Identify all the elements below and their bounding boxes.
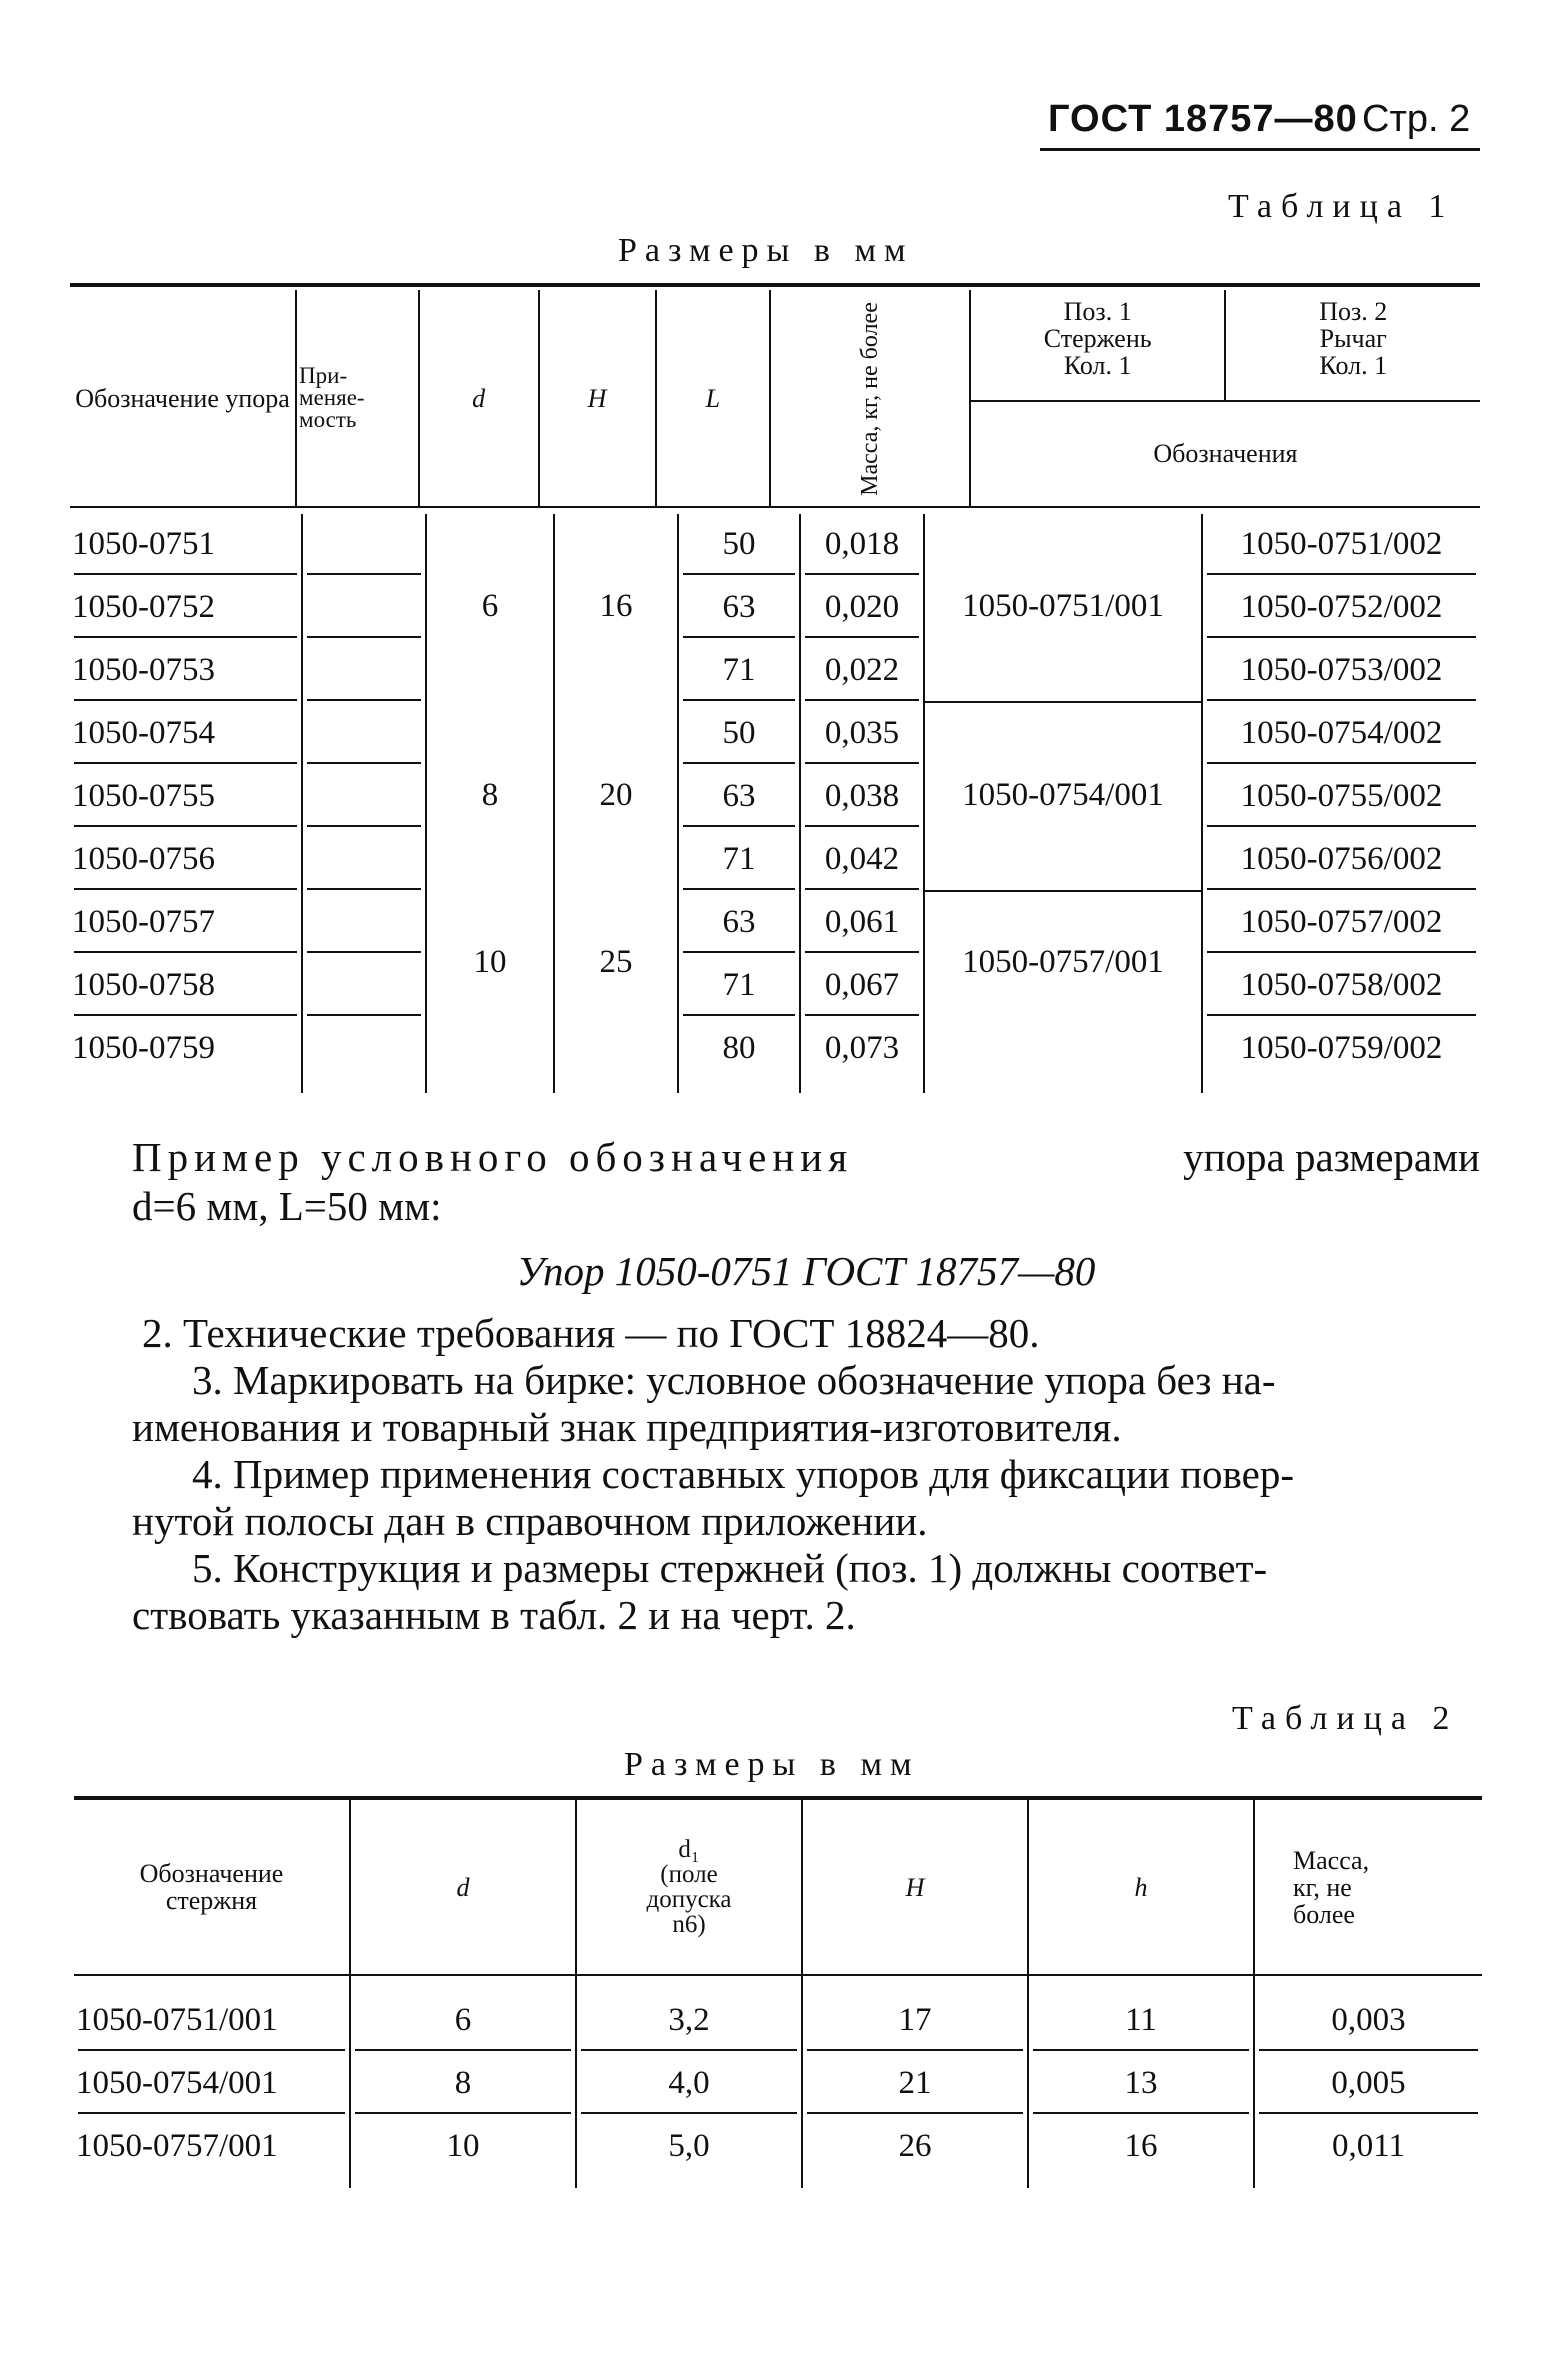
row-L: 63 — [722, 778, 756, 814]
col-mass-label: Масса, кг, не более — [857, 302, 884, 496]
row-L: 63 — [722, 589, 756, 625]
row-designation: 1050-0755 — [72, 778, 215, 814]
row-designation: 1050-0751 — [72, 526, 215, 562]
row-mass: 0,042 — [824, 841, 900, 877]
table-row — [70, 514, 1480, 577]
t2-row-d1: 4,0 — [668, 2065, 710, 2101]
row-applicability — [303, 640, 425, 703]
group-d: 10 — [473, 944, 507, 980]
item-3-line2: именования и товарный знак предприятия-изготовителя. — [132, 1404, 1122, 1450]
table-row — [70, 703, 1480, 766]
row-mass: 0,022 — [824, 652, 900, 688]
t2-row-h: 13 — [1124, 2065, 1158, 2101]
page-number: Стр. 2 — [1362, 98, 1471, 140]
row-pos2: 1050-0759/002 — [1240, 1030, 1443, 1066]
col-designation: Обозначение упора — [75, 383, 290, 413]
row-mass: 0,073 — [824, 1030, 900, 1066]
table1-header-rule — [70, 506, 1480, 508]
t2-row-H: 21 — [898, 2065, 932, 2101]
group-pos1: 1050-0751/001 — [962, 588, 1164, 624]
row-mass: 0,038 — [824, 778, 900, 814]
col-pos2: Поз. 2 Рычаг Кол. 1 — [1224, 290, 1480, 400]
example-paragraph — [132, 1134, 1480, 1181]
table2-units: Размеры в мм — [624, 1746, 920, 1783]
col-positions — [970, 290, 1480, 506]
t2-row-H: 26 — [898, 2128, 932, 2164]
t2-row-d: 6 — [454, 2002, 472, 2038]
row-designation: 1050-0756 — [72, 841, 215, 877]
row-applicability — [303, 829, 425, 892]
t2-row-h: 11 — [1125, 2002, 1157, 2038]
col-mass — [770, 290, 970, 506]
table-row — [70, 577, 1480, 640]
t2-row-mass: 0,011 — [1331, 2128, 1406, 2164]
t2-row-d: 10 — [446, 2128, 480, 2164]
row-designation: 1050-0753 — [72, 652, 215, 688]
row-designation: 1050-0758 — [72, 967, 215, 1003]
col-designations: Обозначения — [1153, 439, 1298, 468]
page-header — [1040, 92, 1480, 151]
table-row — [70, 640, 1480, 703]
col-L: L — [656, 290, 771, 506]
row-L: 50 — [722, 526, 756, 562]
row-L: 71 — [722, 652, 756, 688]
table-row — [70, 829, 1480, 892]
col-d: d — [419, 290, 539, 506]
row-applicability — [303, 703, 425, 766]
row-pos2: 1050-0751/002 — [1240, 526, 1443, 562]
t2-row-mass: 0,005 — [1331, 2065, 1406, 2101]
row-L: 71 — [722, 841, 756, 877]
item-2: 2. Технические требования — по ГОСТ 18824—80. — [142, 1310, 1040, 1356]
row-L: 50 — [722, 715, 756, 751]
t2-row-d1: 5,0 — [668, 2128, 710, 2164]
table2-caption: Таблица 2 — [1232, 1700, 1459, 1737]
row-applicability — [303, 514, 425, 577]
group-H: 16 — [599, 588, 633, 624]
t2-col-H: H — [802, 1800, 1028, 1974]
t2-col-designation: Обозначение стержня — [139, 1859, 284, 1915]
row-mass: 0,067 — [824, 967, 900, 1003]
t2-col-mass: Масса, кг, не более — [1254, 1800, 1482, 1974]
table1-body — [70, 514, 1480, 1093]
row-pos2: 1050-0752/002 — [1240, 589, 1443, 625]
table1-top-rule — [70, 283, 1480, 287]
standard-code: ГОСТ 18757—80 — [1048, 98, 1358, 140]
col-H: H — [539, 290, 656, 506]
item-3-line1: 3. Маркировать на бирке: условное обозначение упора без на- — [192, 1357, 1276, 1403]
t2-col-h: h — [1028, 1800, 1254, 1974]
row-applicability — [303, 892, 425, 955]
table1-units: Размеры в мм — [618, 232, 914, 269]
col-applicability: При- меняе- мость — [296, 290, 419, 506]
table2 — [74, 1800, 1482, 2188]
example-designation: Упор 1050-0751 ГОСТ 18757—80 — [516, 1248, 1096, 1294]
row-mass: 0,035 — [824, 715, 900, 751]
row-applicability — [303, 1018, 425, 1093]
group-d: 6 — [481, 588, 499, 624]
row-designation: 1050-0759 — [72, 1030, 215, 1066]
t2-row-designation: 1050-0751/001 — [76, 2002, 278, 2038]
row-L: 80 — [722, 1030, 756, 1066]
group-pos1: 1050-0754/001 — [962, 777, 1164, 813]
col-pos1: Поз. 1 Стержень Кол. 1 — [1043, 297, 1152, 380]
example-rest: упора размерами — [1183, 1134, 1480, 1180]
group-H: 25 — [599, 944, 633, 980]
t2-row-d: 8 — [454, 2065, 472, 2101]
example-line2: d=6 мм, L=50 мм: — [132, 1183, 442, 1229]
example-intro: Пример условного обозначения — [132, 1134, 854, 1180]
row-pos2: 1050-0755/002 — [1240, 778, 1443, 814]
row-applicability — [303, 766, 425, 829]
item-5-line2: ствовать указанным в табл. 2 и на черт. 2. — [132, 1592, 856, 1638]
row-designation: 1050-0757 — [72, 904, 215, 940]
group-pos1: 1050-0757/001 — [962, 944, 1164, 980]
row-designation: 1050-0754 — [72, 715, 215, 751]
group-H: 20 — [599, 777, 633, 813]
row-L: 63 — [722, 904, 756, 940]
row-pos2: 1050-0754/002 — [1240, 715, 1443, 751]
row-pos2: 1050-0753/002 — [1240, 652, 1443, 688]
row-mass: 0,018 — [824, 526, 900, 562]
table-row — [70, 892, 1480, 955]
table-row — [74, 1974, 1482, 2053]
table-row — [74, 2053, 1482, 2116]
row-L: 71 — [722, 967, 756, 1003]
t2-col-d1: d₁ (поле допуска n6) — [576, 1800, 802, 1974]
row-pos2: 1050-0756/002 — [1240, 841, 1443, 877]
t2-row-h: 16 — [1124, 2128, 1158, 2164]
t2-row-mass: 0,003 — [1331, 2002, 1406, 2038]
row-designation: 1050-0752 — [72, 589, 215, 625]
t2-col-d: d — [350, 1800, 576, 1974]
item-5-line1: 5. Конструкция и размеры стержней (поз. 1) должны соответ- — [192, 1545, 1268, 1591]
table-row — [70, 955, 1480, 1018]
table-row — [74, 2116, 1482, 2188]
table1-caption: Таблица 1 — [1228, 188, 1455, 225]
table-row — [70, 1018, 1480, 1093]
group-d: 8 — [481, 777, 499, 813]
row-pos2: 1050-0758/002 — [1240, 967, 1443, 1003]
table1-header — [70, 290, 1480, 506]
table-row — [70, 766, 1480, 829]
t2-row-d1: 3,2 — [668, 2002, 710, 2038]
row-mass: 0,020 — [824, 589, 900, 625]
t2-row-designation: 1050-0757/001 — [76, 2128, 278, 2164]
row-applicability — [303, 955, 425, 1018]
t2-row-designation: 1050-0754/001 — [76, 2065, 278, 2101]
item-4-line2: нутой полосы дан в справочном приложении. — [132, 1498, 928, 1544]
item-4-line1: 4. Пример применения составных упоров для фиксации повер- — [192, 1451, 1294, 1497]
row-pos2: 1050-0757/002 — [1240, 904, 1443, 940]
row-mass: 0,061 — [824, 904, 900, 940]
t2-row-H: 17 — [898, 2002, 932, 2038]
row-applicability — [303, 577, 425, 640]
